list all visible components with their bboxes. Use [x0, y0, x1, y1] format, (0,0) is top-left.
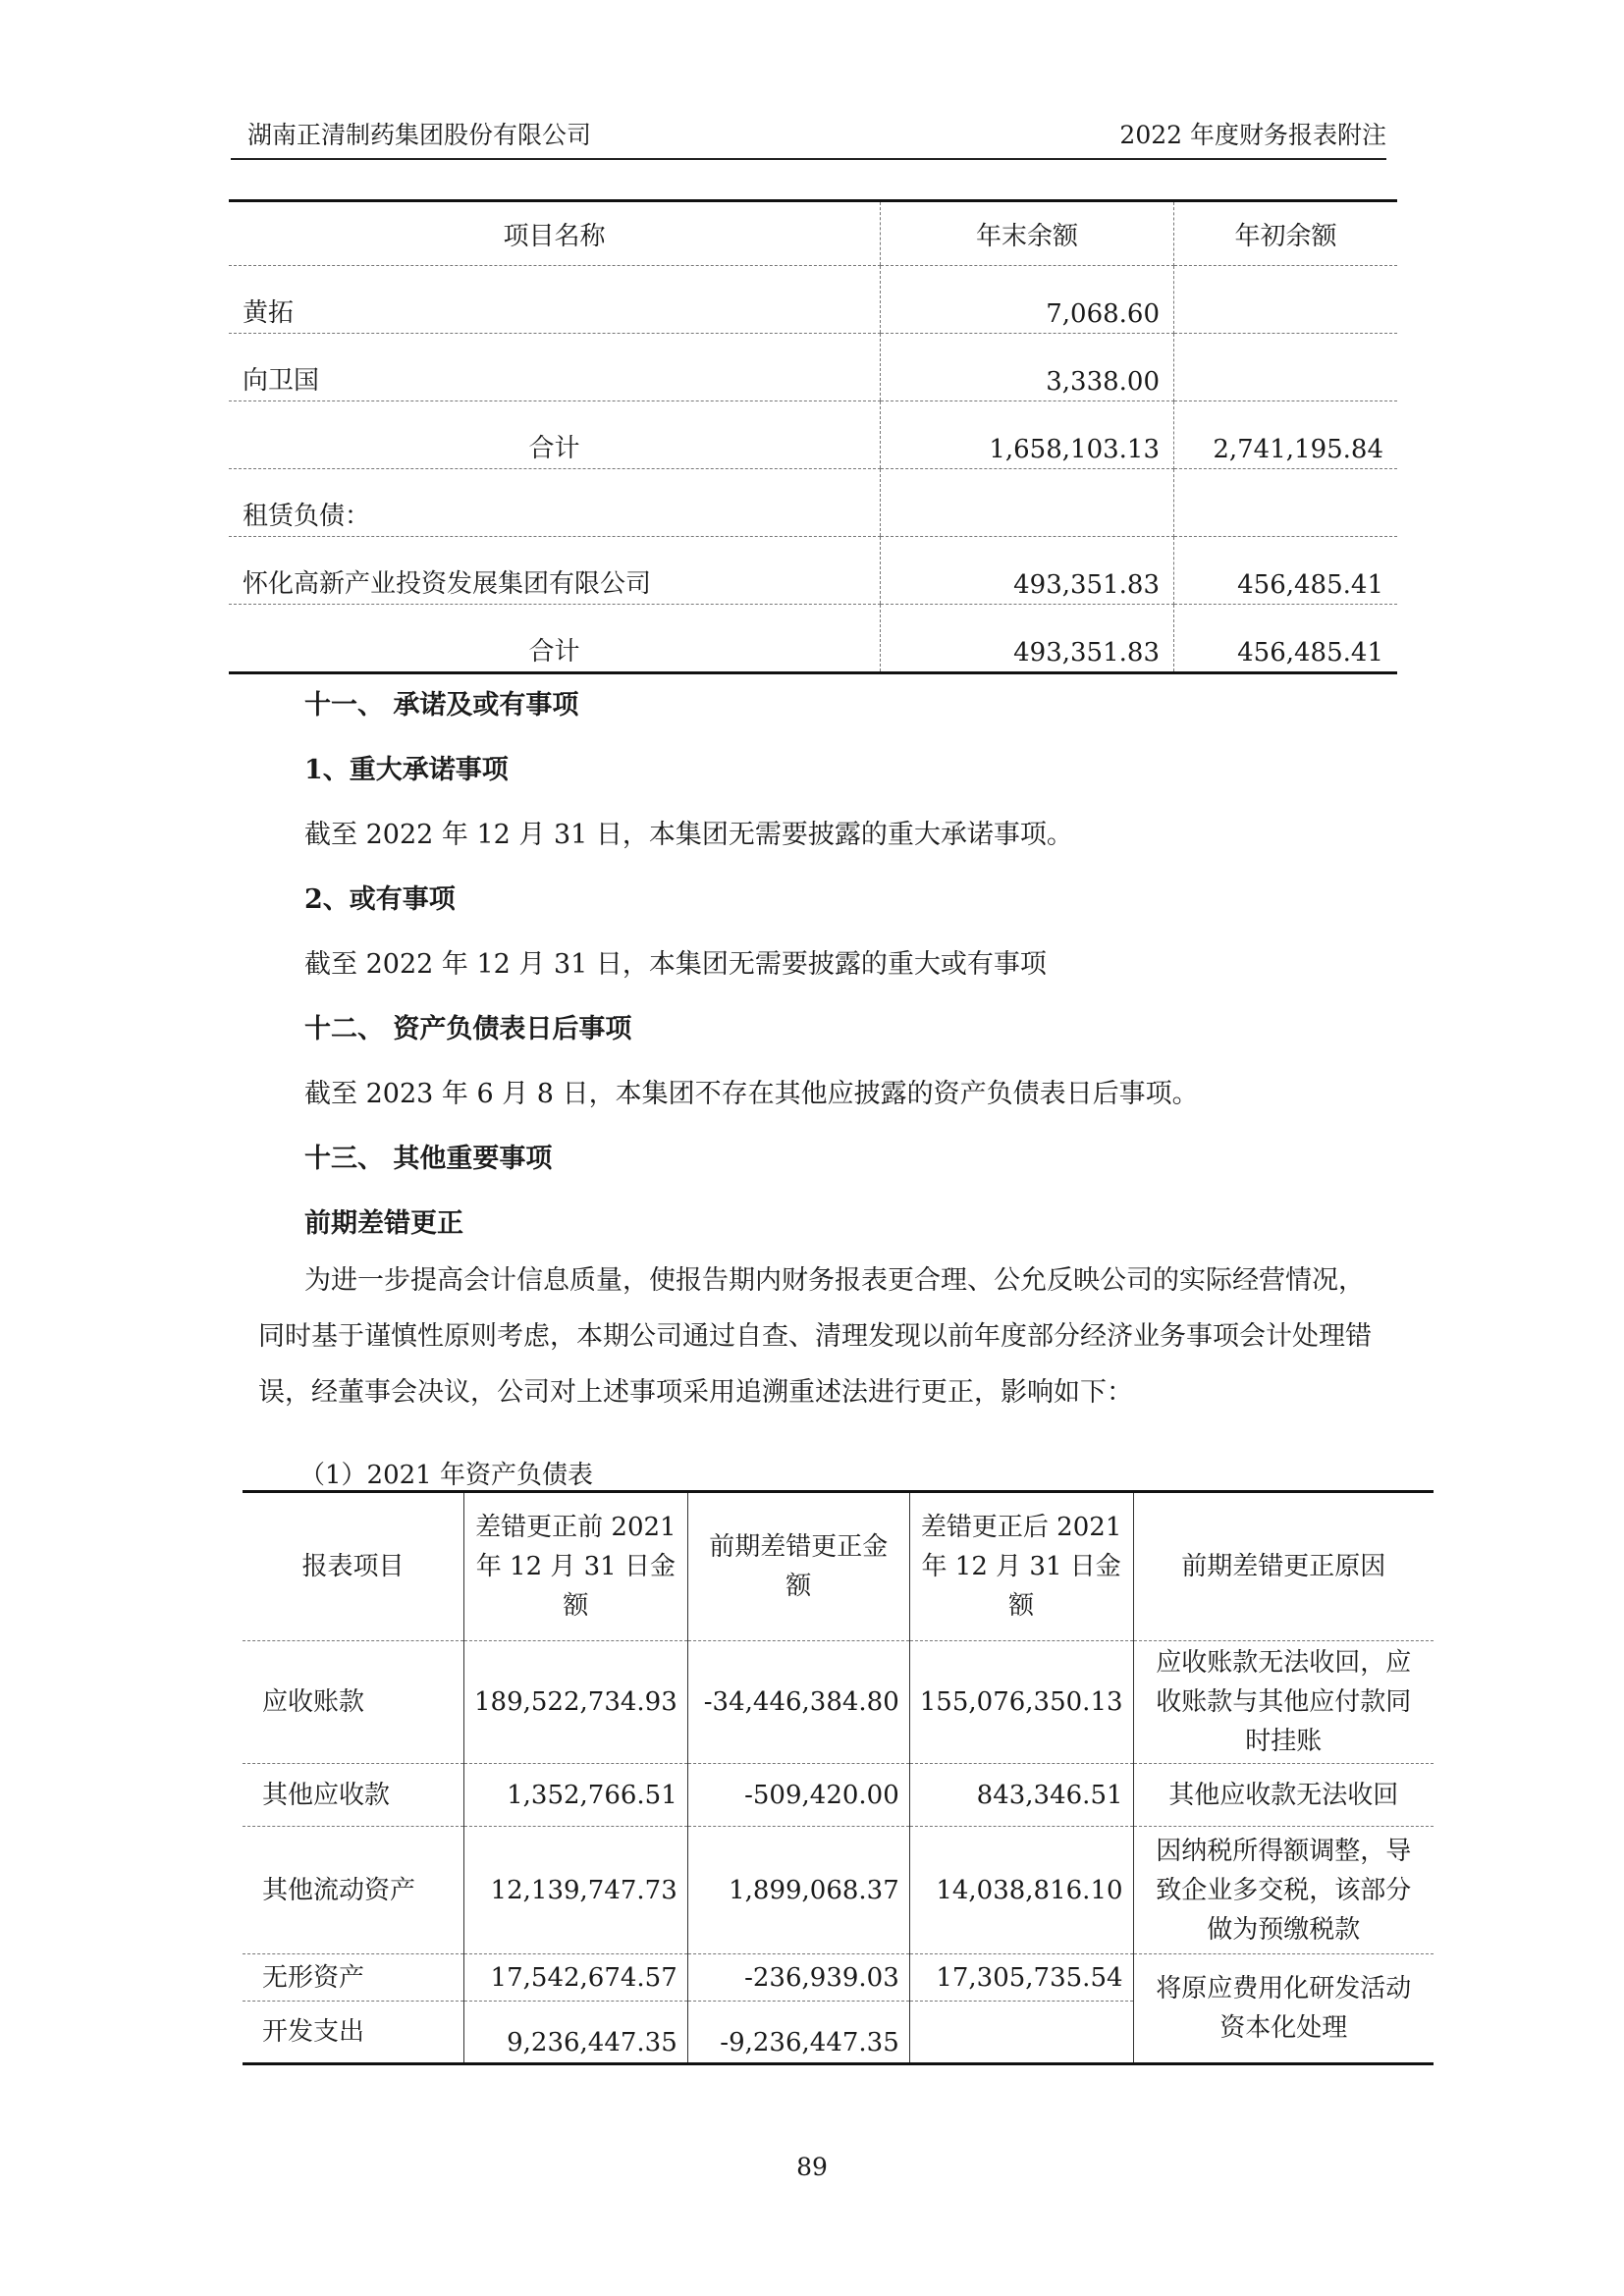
before-amount-cell: 189,522,734.93: [464, 1641, 688, 1764]
table-row: [229, 469, 1397, 537]
subsection-commitments-heading: 1、重大承诺事项: [304, 755, 509, 785]
col-header-before: 差错更正前 2021 年 12 月 31 日金额: [464, 1492, 688, 1641]
subsection-contingencies-heading: 2、或有事项: [304, 884, 456, 915]
commitments-text: 截至 2022 年 12 月 31 日，本集团无需要披露的重大承诺事项。: [304, 820, 1073, 850]
col-header-item: 项目名称: [229, 201, 881, 266]
row-label: 应收账款: [243, 1641, 464, 1764]
end-balance-cell: 7,068.60: [881, 266, 1174, 334]
correction-amount-cell: 1,899,068.37: [687, 1827, 909, 1954]
row-label: 黄拓: [229, 266, 881, 334]
table-row: [229, 537, 1397, 605]
row-label: 其他应收款: [243, 1764, 464, 1827]
correction-amount-cell: -34,446,384.80: [687, 1641, 909, 1764]
end-balance-cell: [881, 469, 1174, 537]
end-balance-cell: 493,351.83: [881, 605, 1174, 673]
table-row: [243, 1764, 1434, 1827]
after-amount-cell: [909, 2002, 1133, 2064]
before-amount-cell: 17,542,674.57: [464, 1954, 688, 2002]
table-row: [229, 266, 1397, 334]
begin-balance-cell: [1174, 334, 1398, 401]
restatement-table: [243, 1490, 1434, 2065]
before-amount-cell: 12,139,747.73: [464, 1827, 688, 1954]
end-balance-cell: 3,338.00: [881, 334, 1174, 401]
header-divider: [231, 158, 1386, 160]
row-label: 合计: [229, 401, 881, 469]
reason-cell: 因纳税所得额调整，导致企业多交税，该部分做为预缴税款: [1133, 1827, 1434, 1954]
company-name: 湖南正清制药集团股份有限公司: [247, 121, 592, 149]
row-label: 其他流动资产: [243, 1827, 464, 1954]
table-row-total: [229, 605, 1397, 673]
after-amount-cell: 155,076,350.13: [909, 1641, 1133, 1764]
table2-caption: （1）2021 年资产负债表: [299, 1461, 593, 1490]
col-header-reason: 前期差错更正原因: [1133, 1492, 1434, 1641]
row-label: 怀化高新产业投资发展集团有限公司: [229, 537, 881, 605]
col-header-end-balance: 年末余额: [881, 201, 1174, 266]
balance-table: [229, 199, 1397, 674]
table-row: [243, 1827, 1434, 1954]
table-header-row: [243, 1492, 1434, 1641]
end-balance-cell: 1,658,103.13: [881, 401, 1174, 469]
reason-cell: 将原应费用化研发活动资本化处理: [1133, 1954, 1434, 2064]
reason-cell: 应收账款无法收回，应收账款与其他应付款同时挂账: [1133, 1641, 1434, 1764]
col-header-after: 差错更正后 2021 年 12 月 31 日金额: [909, 1492, 1133, 1641]
correction-amount-cell: -9,236,447.35: [687, 2002, 909, 2064]
correction-amount-cell: -236,939.03: [687, 1954, 909, 2002]
begin-balance-cell: [1174, 469, 1398, 537]
error-correction-paragraph: [258, 1253, 1387, 1420]
table-row: [229, 334, 1397, 401]
error-correction-paragraph-text: 为进一步提高会计信息质量，使报告期内财务报表更合理、公允反映公司的实际经营情况，同时基于谨慎性原则考虑，本期公司通过自查、清理发现以前年度部分经济业务事项会计处理错误，经董事会决议，公司对上述事项采用追溯重述法进行更正，影响如下：: [258, 1265, 1372, 1408]
table-row: [243, 1641, 1434, 1764]
begin-balance-cell: 456,485.41: [1174, 537, 1398, 605]
subsequent-events-text: 截至 2023 年 6 月 8 日，本集团不存在其他应披露的资产负债表日后事项。: [304, 1079, 1199, 1109]
col-header-correction: 前期差错更正金额: [687, 1492, 909, 1641]
page-number: 89: [796, 2153, 828, 2181]
begin-balance-cell: [1174, 266, 1398, 334]
correction-amount-cell: -509,420.00: [687, 1764, 909, 1827]
table-row-total: [229, 401, 1397, 469]
after-amount-cell: 17,305,735.54: [909, 1954, 1133, 2002]
reason-cell: 其他应收款无法收回: [1133, 1764, 1434, 1827]
section-12-heading: 十二、 资产负债表日后事项: [304, 1014, 632, 1044]
row-label: 向卫国: [229, 334, 881, 401]
row-label: 合计: [229, 605, 881, 673]
end-balance-cell: 493,351.83: [881, 537, 1174, 605]
row-label: 无形资产: [243, 1954, 464, 2002]
section-11-heading: 十一、 承诺及或有事项: [304, 690, 579, 721]
contingencies-text: 截至 2022 年 12 月 31 日，本集团无需要披露的重大或有事项: [304, 949, 1047, 980]
before-amount-cell: 1,352,766.51: [464, 1764, 688, 1827]
row-label: 开发支出: [243, 2002, 464, 2064]
before-amount-cell: 9,236,447.35: [464, 2002, 688, 2064]
after-amount-cell: 14,038,816.10: [909, 1827, 1133, 1954]
col-header-begin-balance: 年初余额: [1174, 201, 1398, 266]
table-row: [243, 1954, 1434, 2002]
document-title: 2022 年度财务报表附注: [1119, 121, 1386, 149]
col-header-item: 报表项目: [243, 1492, 464, 1641]
after-amount-cell: 843,346.51: [909, 1764, 1133, 1827]
begin-balance-cell: 456,485.41: [1174, 605, 1398, 673]
row-label: 租赁负债：: [229, 469, 881, 537]
section-13-heading: 十三、 其他重要事项: [304, 1144, 553, 1174]
table-header-row: [229, 201, 1397, 266]
error-correction-heading: 前期差错更正: [304, 1208, 463, 1239]
begin-balance-cell: 2,741,195.84: [1174, 401, 1398, 469]
